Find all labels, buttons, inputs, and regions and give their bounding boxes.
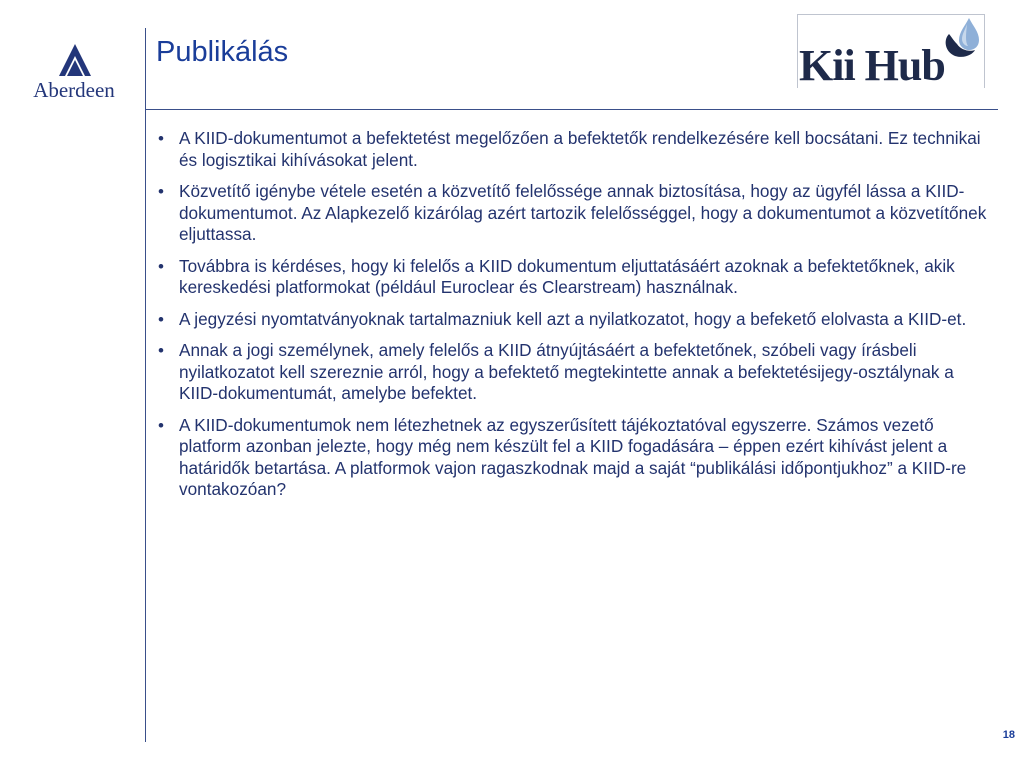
bullet-text: Annak a jogi személynek, amely felelős a KIID átnyújtásáért a befektetőnek, szóbeli vagy írásbeli nyilatkozatot kell szereznie arról, hogy a befektető megtekintette annak a befektetésijegy-osztálynak a KIID-dokumentumát, amelybe befektet. xyxy=(179,340,954,403)
bullet-text: Közvetítő igénybe vétele esetén a közvetítő felelőssége annak biztosítása, hogy az ügyfél lássa a KIID-dokumentumot. Az Alapkezelő kizárólag azért tartozik felelősséggel, hogy a dokumentumot a közvetítőnek eljuttassa. xyxy=(179,181,987,244)
aberdeen-wordmark: Aberdeen xyxy=(33,78,115,102)
kiihub-logo xyxy=(797,14,985,88)
bullet-dot: • xyxy=(158,309,164,329)
logo-frame-top xyxy=(797,14,985,15)
bullet-text: A jegyzési nyomtatványoknak tartalmazniuk kell azt a nyilatkozatot, hogy a befekető elolvasta a KIID-et. xyxy=(179,308,967,329)
logo-frame-left xyxy=(797,14,798,88)
aberdeen-triangle-icon xyxy=(59,44,91,76)
page-number: 18 xyxy=(1002,729,1015,741)
bullet-list xyxy=(156,128,991,511)
bullet-dot: • xyxy=(158,256,164,276)
list-item xyxy=(156,128,991,171)
water-drop-icon xyxy=(939,16,983,60)
list-item xyxy=(156,340,991,405)
bullet-text: Továbbra is kérdéses, hogy ki felelős a KIID dokumentum eljuttatásáért azoknak a befektetőknek, akik kereskedési platformokat (például Euroclear és Clearstream) használnak. xyxy=(179,255,955,297)
bullet-dot: • xyxy=(158,182,164,201)
bullet-dot: • xyxy=(158,415,164,435)
bullet-dot: • xyxy=(158,129,164,148)
vertical-divider xyxy=(145,28,146,742)
list-item xyxy=(156,256,991,299)
bullet-text: A KIID-dokumentumot a befektetést megelőzően a befektetők rendelkezésére kell bocsátani. Ez technikai és logisztikai kihívásokat jelent. xyxy=(179,128,981,170)
title-underline xyxy=(146,109,998,110)
bullet-dot: • xyxy=(158,341,164,360)
list-item xyxy=(156,415,991,501)
kiihub-wordmark: Kii Hub xyxy=(799,41,945,90)
list-item xyxy=(156,181,991,246)
bullet-text: A KIID-dokumentumok nem létezhetnek az egyszerűsített tájékoztatóval egyszerre. Számos vezető platform azonban jelezte, hogy még nem készült fel a KIID fogadására – éppen ezért kihívást jelent a határidők betartása. A platformok vajon ragaszkodnak majd a saját “publikálási időpontjukhoz” a KIID-re vontakozóan? xyxy=(179,414,967,499)
aberdeen-logo xyxy=(22,40,126,106)
logo-frame-right xyxy=(984,14,985,88)
page-title: Publikálás xyxy=(156,36,289,68)
list-item xyxy=(156,309,991,331)
